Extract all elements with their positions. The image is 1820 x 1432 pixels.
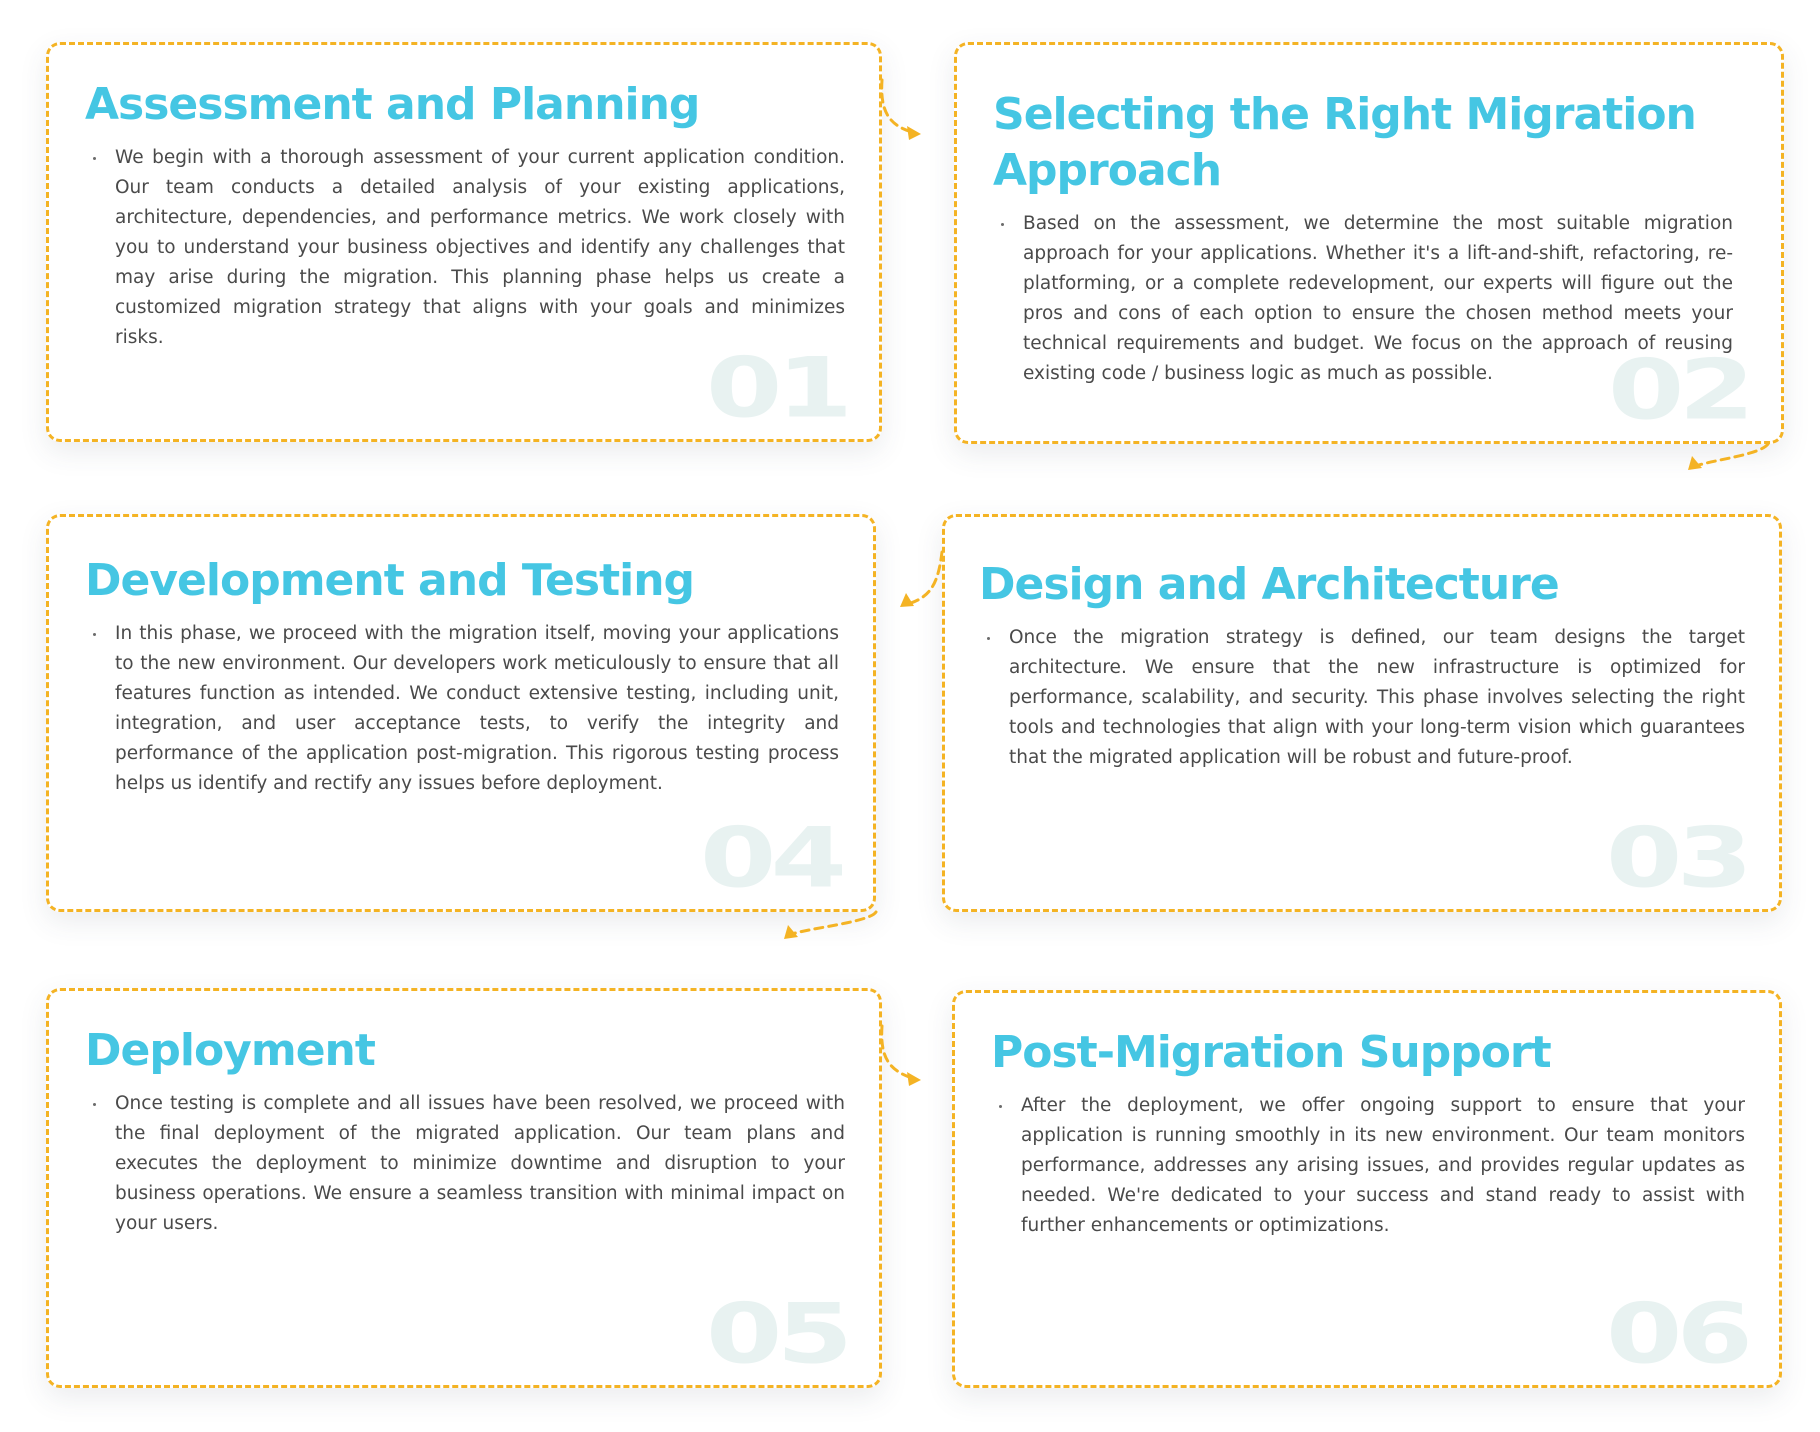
step-card-assessment [46,42,882,442]
connector-03-to-04 [908,552,942,604]
step-title: Post-Migration Support [991,1027,1551,1078]
step-title: Design and Architecture [979,559,1559,610]
step-number: 01 [705,339,847,436]
step-description: Based on the assessment, we determine the most suitable migration approach for your applications. Whether it's a lift-and-shift, refactoring, re-platforming, or a complete redevelopment, our experts will figure out the pros and cons of each option to ensure the chosen method meets your technical requirements and budget. We focus on the approach of reusing existing code / business logic as much as possible. [993,209,1733,389]
step-number: 02 [1607,341,1749,438]
arrow-head-icon [1688,456,1702,470]
step-title: Assessment and Planning [85,79,700,130]
step-title: Deployment [85,1025,375,1076]
connector-02-to-03 [1696,444,1768,466]
step-number: 05 [705,1285,847,1382]
step-card-development-testing [46,514,876,912]
step-number: 04 [699,809,841,906]
arrow-head-icon [907,1072,921,1086]
step-description: We begin with a thorough assessment of your current application condition. Our team conducts a detailed analysis of your existing applications, architecture, dependencies, and performance metrics. We work closely with you to understand your business objectives and identify any challenges that may arise during the migration. This planning phase helps us create a customized migration strategy that aligns with your goals and minimizes risks. [85,143,845,353]
step-title: Development and Testing [85,555,695,606]
step-description: After the deployment, we offer ongoing support to ensure that your application is running smoothly in its new environment. Our team monitors performance, addresses any arising issues, and provides regular updates as needed. We're dedicated to your success and stand ready to assist with further enhancements or optimizations. [991,1091,1745,1241]
connector-04-to-05 [792,912,876,934]
step-title: Selecting the Right Migration Approach [993,89,1696,196]
arrow-head-icon [907,126,921,140]
arrow-head-icon [784,925,798,939]
step-number: 03 [1605,809,1747,906]
connector-05-to-06 [882,1026,912,1078]
step-card-design-architecture [942,514,1782,912]
connector-01-to-02 [882,80,912,132]
step-card-migration-approach [954,42,1784,444]
step-card-post-migration-support [952,990,1782,1388]
step-card-deployment [46,988,882,1388]
step-description: In this phase, we proceed with the migration itself, moving your applications to the new environment. Our developers work meticulously to ensure that all features function as intended. We conduct extensive testing, including unit, integration, and user acceptance tests, to verify the integrity and performance of the application post-migration. This rigorous testing process helps us identify and rectify any issues before deployment. [85,619,839,799]
step-description: Once testing is complete and all issues have been resolved, we proceed with the final deployment of the migrated application. Our team plans and executes the deployment to minimize downtime and disruption to your business operations. We ensure a seamless transition with minimal impact on your users. [85,1089,845,1239]
step-number: 06 [1605,1285,1747,1382]
arrow-head-icon [900,593,914,607]
step-description: Once the migration strategy is defined, our team designs the target architecture. We ensure that the new infrastructure is optimized for performance, scalability, and security. This phase involves selecting the right tools and technologies that align with your long-term vision which guarantees that the migrated application will be robust and future-proof. [979,623,1745,773]
